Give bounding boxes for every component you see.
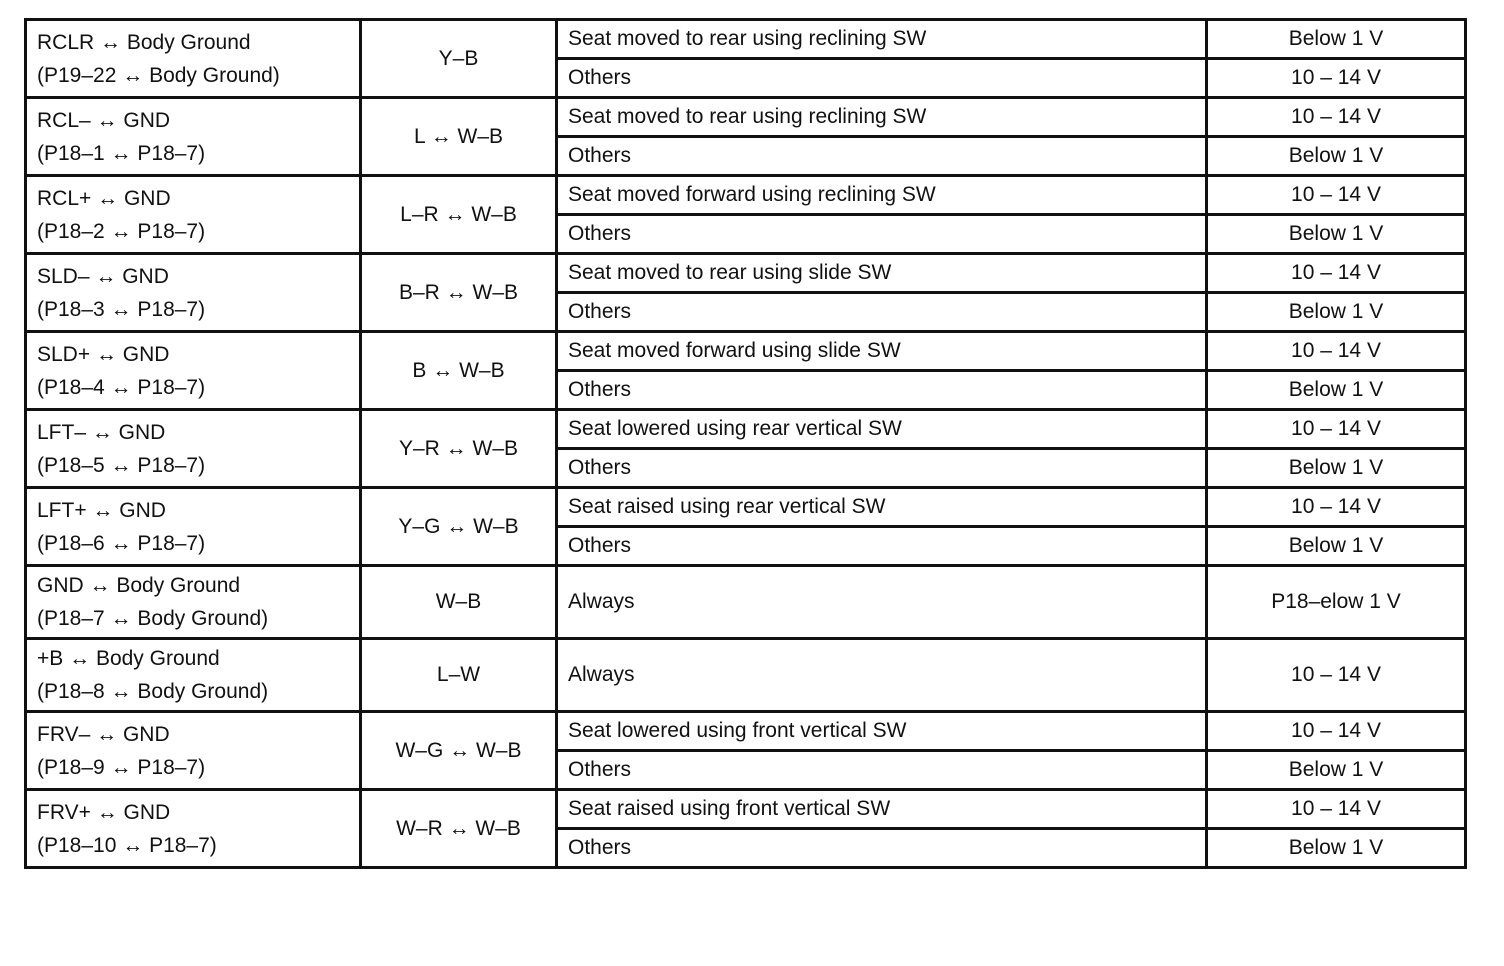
condition-cell: Seat moved to rear using reclining SW	[557, 20, 1207, 59]
terminal-cell	[26, 254, 361, 332]
wiring-color-cell: L–R ↔ W–B	[361, 176, 557, 254]
terminal-label: (P18–2 ↔ P18–7)	[37, 219, 206, 243]
specified-value-cell: Below 1 V	[1207, 449, 1466, 488]
condition-cell: Seat moved forward using reclining SW	[557, 176, 1207, 215]
terminal-label: (P18–6 ↔ P18–7)	[37, 531, 206, 555]
terminal-label: (P18–3 ↔ P18–7)	[37, 297, 206, 321]
wiring-color-cell: L ↔ W–B	[361, 98, 557, 176]
terminal-label: SLD– ↔ GND	[37, 264, 169, 288]
terminal-cell	[26, 566, 361, 639]
table-row	[26, 410, 1466, 449]
specified-value-cell: 10 – 14 V	[1207, 410, 1466, 449]
terminal-cell	[26, 712, 361, 790]
table-row	[26, 176, 1466, 215]
terminal-cell	[26, 790, 361, 868]
terminal-label: (P18–9 ↔ P18–7)	[37, 755, 206, 779]
wiring-color-cell: Y–G ↔ W–B	[361, 488, 557, 566]
table-row	[26, 790, 1466, 829]
terminal-label: (P18–8 ↔ Body Ground)	[37, 680, 269, 703]
table-row	[26, 566, 1466, 639]
wiring-color-cell: Y–R ↔ W–B	[361, 410, 557, 488]
specified-value-cell: 10 – 14 V	[1207, 176, 1466, 215]
condition-cell: Seat moved to rear using reclining SW	[557, 98, 1207, 137]
specified-value-cell: 10 – 14 V	[1207, 639, 1466, 712]
wiring-color-cell: W–B	[361, 566, 557, 639]
terminal-cell	[26, 176, 361, 254]
table-row	[26, 20, 1466, 59]
specified-value-cell: Below 1 V	[1207, 751, 1466, 790]
terminal-label: +B ↔ Body Ground	[37, 647, 220, 670]
terminal-cell	[26, 488, 361, 566]
specified-value-cell: Below 1 V	[1207, 215, 1466, 254]
wiring-color-cell: B–R ↔ W–B	[361, 254, 557, 332]
condition-cell: Seat moved to rear using slide SW	[557, 254, 1207, 293]
specified-value-cell: Below 1 V	[1207, 137, 1466, 176]
table-body	[26, 20, 1466, 868]
wiring-color-cell: W–G ↔ W–B	[361, 712, 557, 790]
wiring-color-cell: W–R ↔ W–B	[361, 790, 557, 868]
specified-value-cell: Below 1 V	[1207, 829, 1466, 868]
terminal-label: (P18–7 ↔ Body Ground)	[37, 607, 269, 630]
table-row	[26, 712, 1466, 751]
terminal-label: (P18–10 ↔ P18–7)	[37, 833, 217, 857]
specified-value-cell: 10 – 14 V	[1207, 98, 1466, 137]
specified-value-cell: 10 – 14 V	[1207, 790, 1466, 829]
terminal-label: (P19–22 ↔ Body Ground)	[37, 63, 280, 87]
condition-cell: Always	[557, 566, 1207, 639]
terminal-label: LFT– ↔ GND	[37, 420, 166, 444]
table-row	[26, 488, 1466, 527]
terminal-cell	[26, 639, 361, 712]
specified-value-cell: Below 1 V	[1207, 293, 1466, 332]
condition-cell: Seat lowered using front vertical SW	[557, 712, 1207, 751]
condition-cell: Seat raised using rear vertical SW	[557, 488, 1207, 527]
terminal-label: FRV+ ↔ GND	[37, 800, 171, 824]
condition-cell: Seat moved forward using slide SW	[557, 332, 1207, 371]
terminal-label: (P18–5 ↔ P18–7)	[37, 453, 206, 477]
specified-value-cell: 10 – 14 V	[1207, 488, 1466, 527]
condition-cell: Others	[557, 371, 1207, 410]
condition-cell: Others	[557, 449, 1207, 488]
specified-value-cell: 10 – 14 V	[1207, 712, 1466, 751]
table-row	[26, 98, 1466, 137]
wiring-color-cell: Y–B	[361, 20, 557, 98]
terminal-label: FRV– ↔ GND	[37, 722, 170, 746]
specified-value-cell: P18–elow 1 V	[1207, 566, 1466, 639]
condition-cell: Seat raised using front vertical SW	[557, 790, 1207, 829]
table-row	[26, 332, 1466, 371]
condition-cell: Others	[557, 829, 1207, 868]
specified-value-cell: Below 1 V	[1207, 527, 1466, 566]
wiring-color-cell: L–W	[361, 639, 557, 712]
condition-cell: Others	[557, 527, 1207, 566]
table-row	[26, 639, 1466, 712]
condition-cell: Others	[557, 215, 1207, 254]
specified-value-cell: Below 1 V	[1207, 20, 1466, 59]
condition-cell: Others	[557, 751, 1207, 790]
terminal-cell	[26, 332, 361, 410]
specified-value-cell: 10 – 14 V	[1207, 254, 1466, 293]
terminal-voltage-table	[24, 18, 1467, 869]
terminal-label: LFT+ ↔ GND	[37, 498, 166, 522]
terminal-cell	[26, 410, 361, 488]
specified-value-cell: 10 – 14 V	[1207, 332, 1466, 371]
condition-cell: Others	[557, 59, 1207, 98]
terminal-label: (P18–4 ↔ P18–7)	[37, 375, 206, 399]
condition-cell: Others	[557, 293, 1207, 332]
specified-value-cell: Below 1 V	[1207, 371, 1466, 410]
condition-cell: Seat lowered using rear vertical SW	[557, 410, 1207, 449]
terminal-label: RCL+ ↔ GND	[37, 186, 171, 210]
condition-cell: Always	[557, 639, 1207, 712]
terminal-label: (P18–1 ↔ P18–7)	[37, 141, 206, 165]
wiring-color-cell: B ↔ W–B	[361, 332, 557, 410]
terminal-label: GND ↔ Body Ground	[37, 574, 241, 597]
terminal-label: SLD+ ↔ GND	[37, 342, 170, 366]
terminal-label: RCLR ↔ Body Ground	[37, 30, 251, 54]
specified-value-cell: 10 – 14 V	[1207, 59, 1466, 98]
terminal-cell	[26, 98, 361, 176]
table-row	[26, 254, 1466, 293]
terminal-label: RCL– ↔ GND	[37, 108, 171, 132]
condition-cell: Others	[557, 137, 1207, 176]
terminal-cell	[26, 20, 361, 98]
